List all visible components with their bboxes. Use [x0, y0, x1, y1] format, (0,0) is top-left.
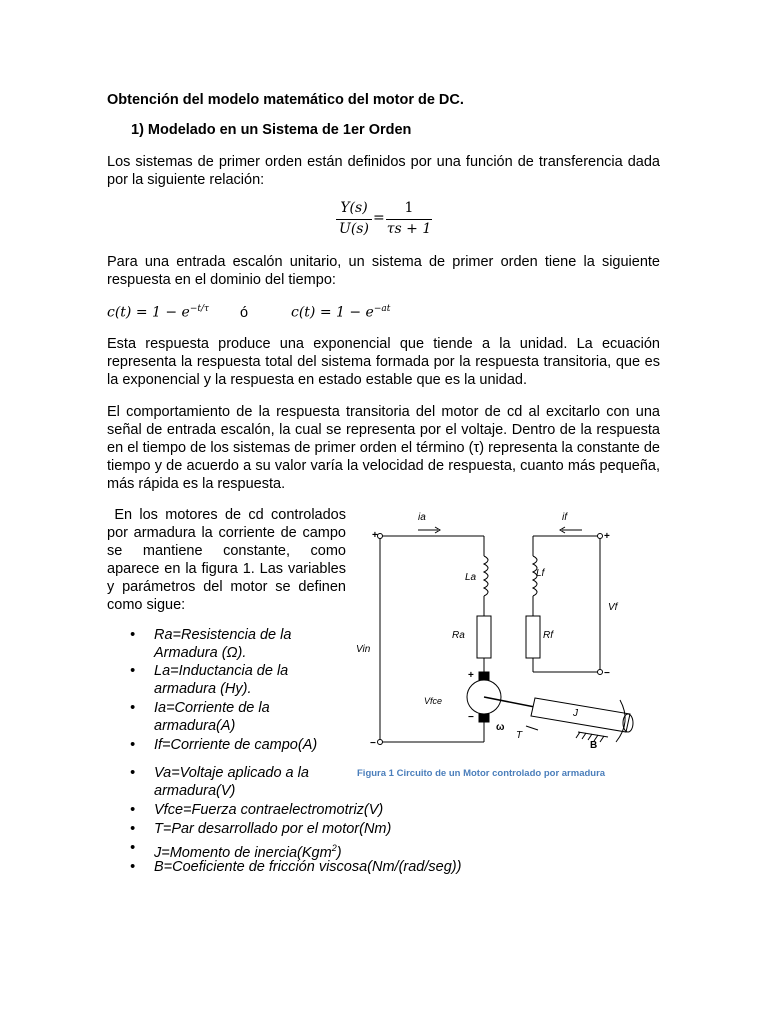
bullet-text: Ra=Resistencia de la	[154, 627, 292, 643]
label-omega: ω	[496, 722, 505, 733]
label-j: J	[573, 708, 578, 719]
bullet-item-ra	[130, 626, 360, 662]
label-ra: Ra	[452, 630, 465, 641]
equation-left	[107, 304, 209, 321]
document-title: Obtención del modelo matemático del motor de DC.	[107, 92, 464, 108]
label-if: if	[562, 512, 567, 523]
bullet-dot: •	[130, 663, 136, 679]
bullet-item-vfce	[130, 801, 530, 819]
label-rf: Rf	[543, 630, 553, 641]
bullet-text-2: armadura(A)	[154, 718, 236, 734]
figure-caption: Figura 1 Circuito de un Motor controlado por armadura	[357, 768, 606, 779]
label-lf: Lf	[536, 568, 545, 579]
equation-left-exponent: −t/τ	[189, 304, 210, 314]
paragraph-2: Para una entrada escalón unitario, un sistema de primer orden tiene la siguiente respuesta en el dominio del tiempo:	[107, 254, 660, 288]
tf-equals: =	[373, 210, 385, 226]
bullet-item-va	[130, 764, 360, 800]
bullet-text: J=Momento de inercia(Kgm	[154, 844, 332, 861]
bullet-text: If=Corriente de campo(A)	[154, 737, 318, 753]
tf-right-denominator: τs + 1	[386, 221, 432, 237]
bullet-dot: •	[130, 840, 136, 856]
brush-bottom	[479, 714, 489, 722]
inductor-la	[484, 556, 488, 596]
equation-left-base: c(t) = 1 − e	[107, 304, 190, 321]
bullet-dot: •	[130, 700, 136, 716]
bullet-text-2: Armadura (Ω).	[154, 645, 247, 661]
tf-fraction-line	[336, 219, 372, 220]
label-plus-armature: +	[468, 670, 474, 681]
bullet-dot: •	[130, 765, 136, 781]
bullet-text: B=Coeficiente de fricción viscosa(Nm/(rad/seg))	[154, 859, 462, 875]
label-la: La	[465, 572, 477, 583]
paragraph-4: El comportamiento de la respuesta transitoria del motor de cd al excitarlo con una señal de entrada escalón, la cual se representa por el voltaje. Dentro de la respuesta en el tiempo de los sistemas de primer orden el término (τ) representa la constante de tiempo y de acuerdo a su valor varía la velocidad de respuesta, cuanto más pequeña, más rápida es la respuesta.	[107, 404, 660, 492]
label-vin: Vin	[356, 644, 371, 655]
label-vf: Vf	[608, 602, 618, 613]
label-vfce: Vfce	[424, 696, 443, 706]
resistor-ra	[477, 616, 491, 658]
paragraph-3: Esta respuesta produce una exponencial que tiende a la unidad. La ecuación representa la respuesta total del sistema formada por la respuesta transitoria, que es la exponencial y la respuesta en estado estable que es la unidad.	[107, 336, 660, 388]
tf-right-fraction-line	[386, 219, 432, 220]
bullet-text: Ia=Corriente de la	[154, 700, 270, 716]
terminal-in-top	[378, 534, 383, 539]
bullet-text-2: armadura (Hy).	[154, 681, 252, 697]
terminal-f-top	[598, 534, 603, 539]
bullet-item-j	[130, 839, 530, 861]
bullet-dot: •	[130, 859, 136, 875]
label-plus-in: +	[372, 530, 378, 541]
bullet-text-2: armadura(V)	[154, 783, 236, 799]
bullet-text: Va=Voltaje aplicado a la	[154, 765, 309, 781]
load-inertia-j	[531, 698, 630, 732]
bullet-item-ia	[130, 699, 360, 735]
transfer-function	[336, 200, 436, 242]
tf-right-numerator: 1	[404, 200, 414, 216]
paragraph-1: Los sistemas de primer orden están definidos por una función de transferencia dada por la siguiente relación:	[107, 154, 660, 188]
label-b: B	[590, 740, 598, 751]
label-ia: ia	[418, 512, 426, 523]
bullet-dot: •	[130, 737, 136, 753]
label-minus-armature: −	[468, 712, 474, 723]
bullet-dot: •	[130, 627, 136, 643]
label-t: T	[516, 730, 523, 741]
tf-numerator: Y(s)	[340, 200, 368, 216]
bullet-text-end: )	[336, 844, 342, 861]
bullet-item-t	[130, 820, 530, 838]
bullet-dot: •	[130, 821, 136, 837]
label-minus-in: −	[370, 738, 376, 749]
paragraph-5: En los motores de cd controlados por armadura la corriente de campo se mantiene constante, como aparece en la figura 1. Las variables y parámetros del motor se definen como sigue:	[107, 507, 351, 613]
bullet-text: La=Inductancia de la	[154, 663, 289, 679]
equation-or: ó	[240, 305, 249, 321]
bullet-dot: •	[130, 802, 136, 818]
bullet-item-if	[130, 736, 360, 754]
terminal-f-bottom	[598, 670, 603, 675]
tf-denominator: U(s)	[339, 221, 369, 237]
brush-top	[479, 672, 489, 680]
equation-right-exponent: −at	[373, 304, 391, 314]
motor-circuit-diagram	[350, 500, 650, 760]
label-plus-f: +	[604, 531, 610, 542]
bullet-superscript: 2	[331, 843, 337, 853]
equation-right-base: c(t) = 1 − e	[291, 304, 374, 321]
bullet-item-b	[130, 858, 530, 876]
terminal-in-bottom	[378, 740, 383, 745]
bullet-text: T=Par desarrollado por el motor(Nm)	[154, 821, 392, 837]
bullet-item-la	[130, 662, 360, 698]
equation-right	[291, 304, 390, 321]
label-minus-f: −	[604, 668, 610, 679]
section-heading: 1) Modelado en un Sistema de 1er Orden	[131, 122, 412, 138]
bullet-text: Vfce=Fuerza contraelectromotriz(V)	[154, 802, 384, 818]
resistor-rf	[526, 616, 540, 658]
